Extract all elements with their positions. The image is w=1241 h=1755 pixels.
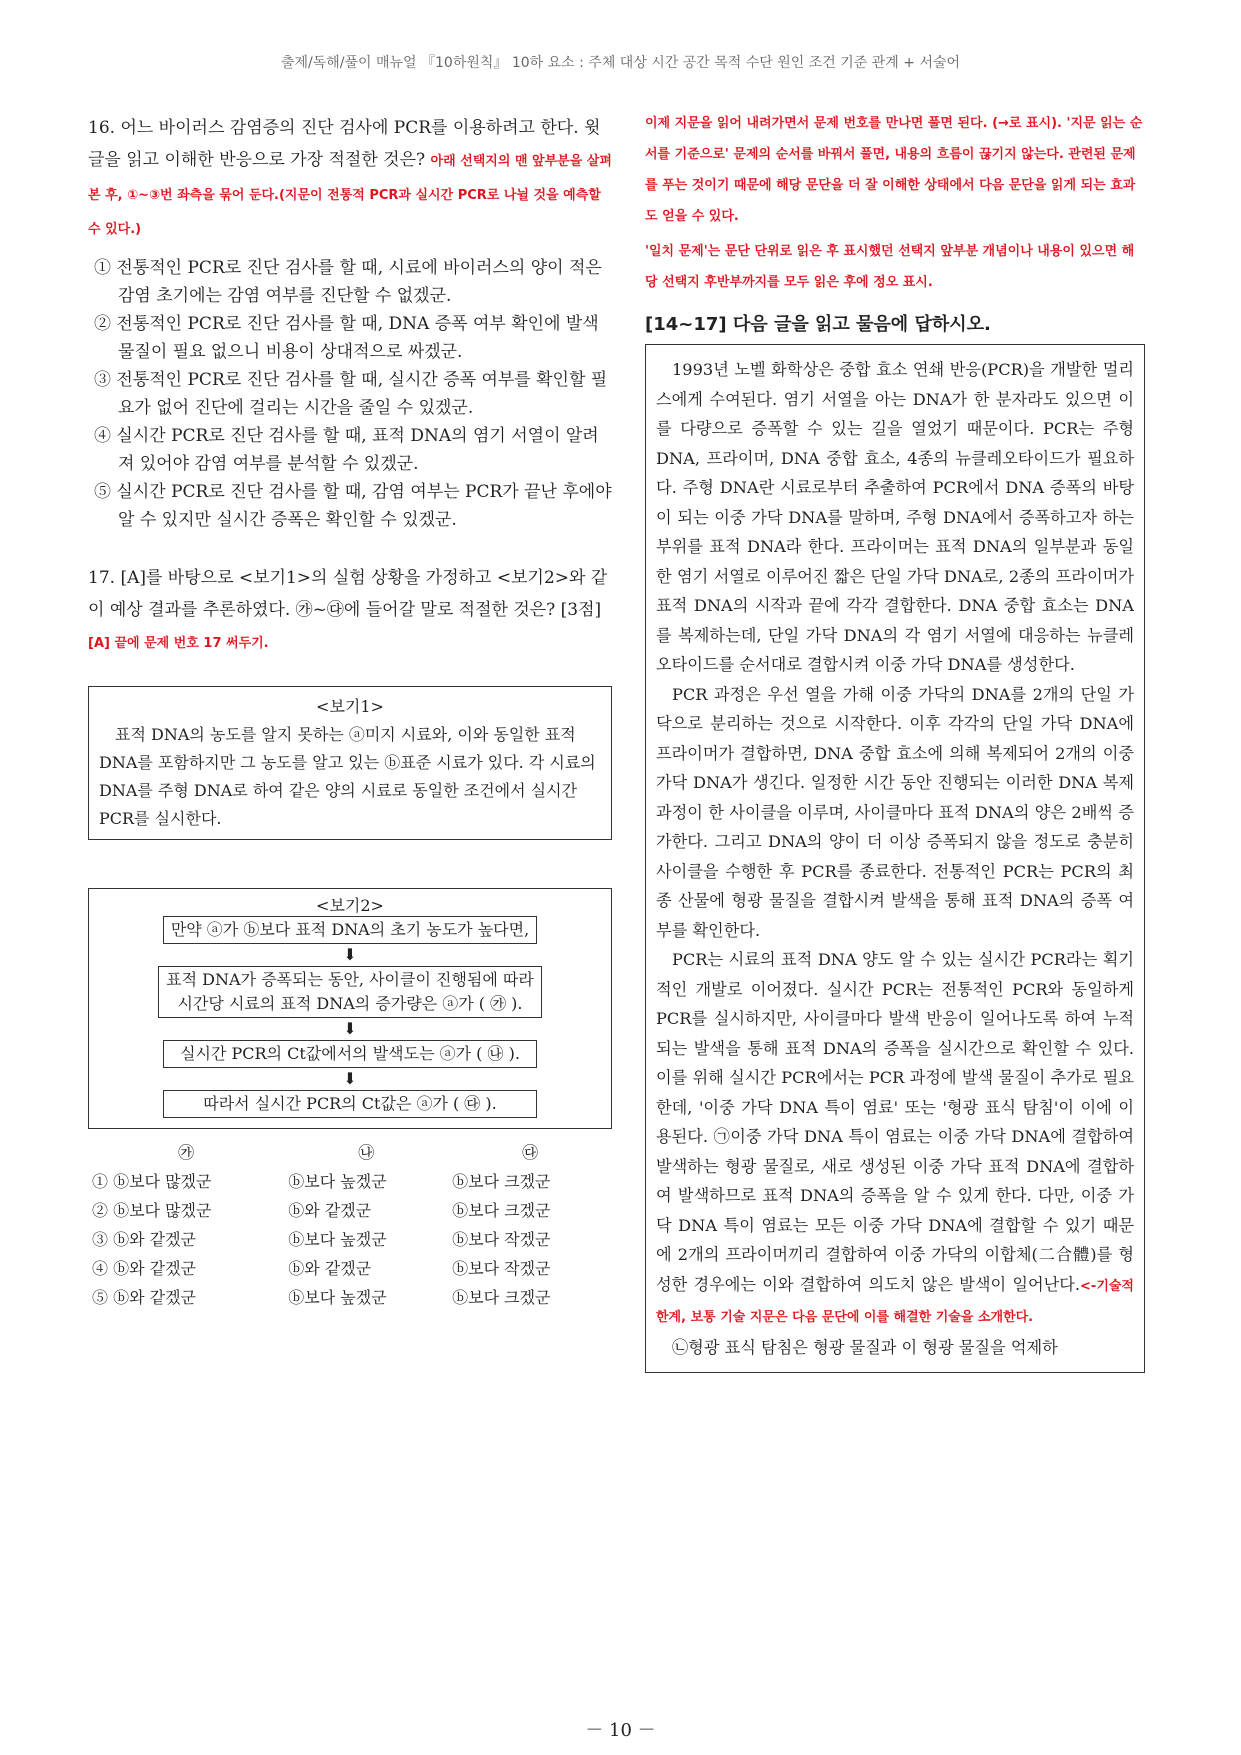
passage-paragraph-2: PCR 과정은 우선 열을 가해 이중 가닥의 DNA를 2개의 단일 가닥으로 분리하는 것으로 시작한다. 이후 각각의 단일 가닥 DNA에 프라이머가 결합하면, DNA 중합 효소에 의해 복제되어 2개의 이중 가닥 DNA가 생긴다. 일정한 시간 동안 진행되는 이러한 DNA 복제 과정이 한 사이클을 이루며, 사이클마다 표적 DNA의 양은 2배씩 증가한다. 그리고 DNA의 양이 더 이상 증폭되지 않을 정도로 충분히 사이클을 수행한 후 PCR를 종료한다. 전통적인 PCR는 PCR의 최종 산물에 형광 물질을 결합시켜 발색을 통해 표적 DNA의 증폭 여부를 확인한다.: [656, 684, 1134, 940]
arrow-down-icon: ⬇: [343, 1069, 357, 1088]
passage-note: <-기술적 한계, 보통 기술 지문은 다음 문단에 이를 해결한 기술을 소개한다.: [656, 1278, 1134, 1325]
bogi1-title: <보기1>: [316, 697, 384, 716]
option-1: ① 전통적인 PCR로 진단 검사를 할 때, 시료에 바이러스의 양이 적은 감염 초기에는 감염 여부를 진단할 수 없겠군.: [94, 258, 602, 306]
question-17: [88, 562, 612, 1311]
reading-note-1: 이제 지문을 읽어 내려가면서 문제 번호를 만나면 풀면 된다. (→로 표시). '지문 읽는 순서를 기준으로' 문제의 순서를 바꿔서 풀면, 내용의 흐름이 끊기지 않는다. 관련된 문제를 푸는 것이기 때문에 해당 문단을 더 잘 이해한 상태에서 다음 문단을 읽게 되는 효과도 얻을 수 있다.: [645, 116, 1143, 224]
right-column: [645, 108, 1145, 1373]
answer-row: ③ ⓑ와 같겠군 ⓑ보다 높겠군 ⓑ보다 작겠군: [92, 1230, 551, 1249]
flow-step-2: 표적 DNA가 증폭되는 동안, 사이클이 진행됨에 따라 시간당 시료의 표적 DNA의 증가량은 ⓐ가 ( ㉮ ).: [158, 966, 542, 1018]
question-17-note: [A] 끝에 문제 번호 17 써두기.: [88, 636, 269, 651]
answer-row: ④ ⓑ와 같겠군 ⓑ와 같겠군 ⓑ보다 작겠군: [92, 1259, 551, 1278]
flow-step-4: 따라서 실시간 PCR의 Ct값은 ⓐ가 ( ㉰ ).: [163, 1090, 537, 1118]
arrow-down-icon: ⬇: [343, 1019, 357, 1038]
option-4: ④ 실시간 PCR로 진단 검사를 할 때, 표적 DNA의 염기 서열이 알려져 있어야 감염 여부를 분석할 수 있겠군.: [94, 426, 599, 474]
arrow-down-icon: ⬇: [343, 945, 357, 964]
answer-table: [88, 1137, 612, 1311]
option-5: ⑤ 실시간 PCR로 진단 검사를 할 때, 감염 여부는 PCR가 끝난 후에야 알 수 있지만 실시간 증폭은 확인할 수 있겠군.: [94, 482, 612, 530]
flow-step-1: 만약 ⓐ가 ⓑ보다 표적 DNA의 초기 농도가 높다면,: [163, 916, 537, 944]
bogi2-box: [88, 888, 612, 1129]
answer-row: ⑤ ⓑ와 같겠군 ⓑ보다 높겠군 ⓑ보다 크겠군: [92, 1288, 551, 1307]
bogi1-box: [88, 686, 612, 840]
passage-paragraph-1: 1993년 노벨 화학상은 중합 효소 연쇄 반응(PCR)을 개발한 멀리스에게 수여된다. 염기 서열을 아는 DNA가 한 분자라도 있으면 이를 다량으로 증폭할 수 있는 길을 열었기 때문이다. PCR는 주형 DNA, 프라이머, DNA 중합 효소, 4종의 뉴클레오타이드가 필요하다. 주형 DNA란 시료로부터 추출하여 PCR에서 DNA 증폭의 바탕이 되는 이중 가닥 DNA를 말하며, 주형 DNA에서 증폭하고자 하는 부위를 표적 DNA라 한다. 프라이머는 표적 DNA의 일부분과 동일한 염기 서열로 이루어진 짧은 단일 가닥 DNA로, 2종의 프라이머가 표적 DNA의 시작과 끝에 각각 결합한다. DNA 중합 효소는 DNA를 복제하는데, 단일 가닥 DNA의 각 염기 서열에 대응하는 뉴클레오타이드를 순서대로 결합시켜 이중 가닥 DNA를 생성한다.: [656, 360, 1134, 674]
question-16-options: [88, 254, 612, 534]
question-16-note: 아래 선택지의 맨 앞부분을 살펴본 후, ①~③번 좌측을 묶어 둔다.(지문이 전통적 PCR과 실시간 PCR로 나뉠 것을 예측할 수 있다.): [88, 154, 612, 237]
question-16-stem: 16. 어느 바이러스 감염증의 진단 검사에 PCR를 이용하려고 한다. 윗글을 읽고 이해한 반응으로 가장 적절한 것은? 아래 선택지의 맨 앞부분을 살펴본 후, ①~③번 좌측을 묶어 둔다.(지문이 전통적 PCR과 실시간 PCR로 나뉠 것을 예측할 수 있다.): [88, 118, 612, 237]
section-heading: [14~17] 다음 글을 읽고 물음에 답하시오.: [645, 314, 991, 335]
option-2: ② 전통적인 PCR로 진단 검사를 할 때, DNA 증폭 여부 확인에 발색 물질이 필요 없으니 비용이 상대적으로 싸겠군.: [94, 314, 599, 362]
answer-row: ② ⓑ보다 많겠군 ⓑ와 같겠군 ⓑ보다 크겠군: [92, 1201, 551, 1220]
answer-header-row: ㉮ ㉯ ㉰: [178, 1143, 539, 1162]
page-header: 출제/독해/풀이 매뉴얼 『10하원칙』 10하 요소 : 주체 대상 시간 공간 목적 수단 원인 조건 기준 관계 + 서술어: [280, 55, 961, 71]
bogi1-text: 표적 DNA의 농도를 알지 못하는 ⓐ미지 시료와, 이와 동일한 표적 DNA를 포함하지만 그 농도를 알고 있는 ⓑ표준 시료가 있다. 각 시료의 DNA를 주형 DNA로 하여 같은 양의 시료로 동일한 조건에서 실시간 PCR를 실시한다.: [99, 725, 596, 828]
page-number: － 10 －: [585, 1720, 656, 1741]
question-17-stem: 17. [A]를 바탕으로 <보기1>의 실험 상황을 가정하고 <보기2>와 같이 예상 결과를 추론하였다. ㉮~㉰에 들어갈 말로 적절한 것은? [3점] [A] 끝에 문제 번호 17 써두기.: [88, 568, 608, 651]
left-column: [88, 112, 612, 1307]
bogi2-title: <보기2>: [316, 896, 384, 915]
flow-step-3: 실시간 PCR의 Ct값에서의 발색도는 ⓐ가 ( ㉯ ).: [163, 1040, 537, 1068]
passage-paragraph-4: ㉡형광 표식 탐침은 형광 물질과 이 형광 물질을 억제하: [672, 1337, 1058, 1357]
reading-note-2: '일치 문제'는 문단 단위로 읽은 후 표시했던 선택지 앞부분 개념이나 내용이 있으면 해당 선택지 후반부까지를 모두 읽은 후에 정오 표시.: [645, 244, 1135, 290]
answer-row: ① ⓑ보다 많겠군 ⓑ보다 높겠군 ⓑ보다 크겠군: [92, 1172, 551, 1191]
question-16: [88, 112, 612, 534]
option-3: ③ 전통적인 PCR로 진단 검사를 할 때, 실시간 증폭 여부를 확인할 필요가 없어 진단에 걸리는 시간을 줄일 수 있겠군.: [94, 370, 608, 418]
passage-paragraph-3: PCR는 시료의 표적 DNA 양도 알 수 있는 실시간 PCR라는 획기적인 개발로 이어졌다. 실시간 PCR는 전통적인 PCR와 동일하게 PCR를 실시하지만, 사이클마다 발색 반응이 일어나도록 하여 누적되는 발색을 통해 표적 DNA의 증폭을 실시간으로 확인할 수 있다. 이를 위해 실시간 PCR에서는 PCR 과정에 발색 물질이 추가로 필요한데, '이중 가닥 DNA 특이 염료' 또는 '형광 표식 탐침'이 이에 이용된다. ㉠이중 가닥 DNA 특이 염료는 이중 가닥 DNA에 결합하여 발색하는 형광 물질로, 새로 생성된 이중 가닥 표적 DNA에 결합하여 발색하므로 표적 DNA의 증폭을 알 수 있게 한다. 다만, 이중 가닥 DNA 특이 염료는 모든 이중 가닥 DNA에 결합할 수 있기 때문에 2개의 프라이머끼리 결합하여 이중 가닥의 이합체(二合體)를 형성한 경우에는 이와 결합하여 의도치 않은 발색이 일어난다.<-기술적 한계, 보통 기술 지문은 다음 문단에 이를 해결한 기술을 소개한다.: [656, 950, 1134, 1325]
reading-passage: [645, 344, 1145, 1373]
